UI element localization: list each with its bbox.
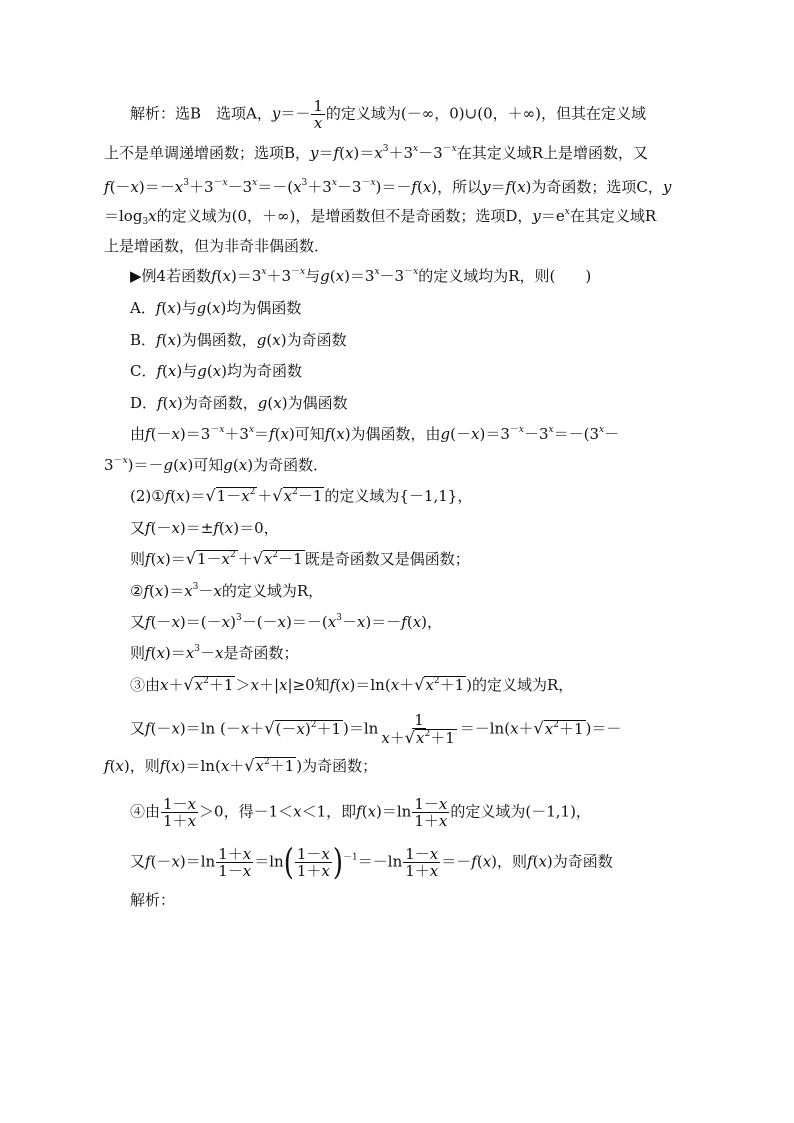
example-heading: ▶例4若函数$f(x)=3^x+3^{-x}$与$g(x)=3^x-3^{-x}$的定义域均为R，则( ) [130, 267, 592, 285]
option-b: B．f(x)为偶函数，g(x)为奇函数 [130, 331, 347, 349]
text-line: 则$f(x)=√1-x^2 +√x^2-1$ 既是奇函数又是偶函数； [130, 549, 470, 568]
text-line: 解析：选B 选项A，y＝－ $\frac{1}{x}$ 的定义域为(－∞，0)∪(0，＋∞)，但其在定义域 [130, 97, 646, 132]
text-line: 又f(－x)＝±f(x)＝0， [130, 519, 279, 537]
text-line: $②f(x)=x^3-x$的定义域为R， [130, 582, 324, 600]
answer-label: 解析： [130, 891, 176, 909]
option-a: A．f(x)与g(x)均为偶函数 [130, 299, 302, 317]
text-line: ③由$x+√x^2+1 >x+|x|\ge 0$知$f(x)=\ln(x+√x^2+1$ )的定义域为R， [130, 675, 574, 694]
text-line: 又$f(-x)=(-x)^3-(-x)=-(x^3-x)=-f(x)$， [130, 613, 443, 631]
text-line: 又f(－x)＝ln ($-x+√(-x)^2+1$ )＝ln $\frac{1}{x+√x^2+1}$ $=-\ln(x+√x^2+1$ )＝－ [130, 711, 622, 747]
text-line: 由$f(-x)=3^{-x}+3^x=f(x)$可知f(x)为偶函数，由$g(-x)=3^{-x}-3^x=-(3^x-$ [130, 425, 620, 443]
option-c: C．f(x)与g(x)均为奇函数 [130, 362, 303, 380]
text-line: ④由 $\frac{1-x}{1+x}$ ＞0，得－1＜x＜1，即f(x)＝ln $\frac{1-x}{1+x}$ 的定义域为(－1,1)， [130, 795, 591, 830]
text-line: 又f(－x)＝ln $\frac{1+x}{1-x}$ ＝ln( $\frac{1-x}{1+x}$ )$^{-1}$＝－ln $\frac{1-x}{1+x}$ ＝－f(x)，则f(x)为奇函数 [130, 842, 613, 883]
option-d: D．f(x)为奇函数，g(x)为偶函数 [130, 394, 348, 412]
triangle-marker-icon: ▶ [130, 267, 142, 285]
text-line: 则$f(x)=x^3-x$是奇函数； [130, 644, 299, 662]
text-line: 上是增函数，但为非奇非偶函数． [104, 237, 330, 255]
text-line: f(x)，则$f(x)=\ln(x+√x^2+1$ )为奇函数； [104, 756, 378, 775]
text-line: $=\log_3x$的定义域为(0，＋∞)，是增函数但不是奇函数；选项D，$y=e^x$在其定义域R [104, 207, 657, 227]
text-line: $(2)①f(x)=√1-x^2 +√x^2-1$ 的定义域为{－1,1}， [130, 486, 473, 505]
text-line: $3^{-x})=-g(x)$可知g(x)为奇函数． [104, 456, 329, 474]
text-line: $f(-x)=-x^3+3^{-x}-3^x=-(x^3+3^x-3^{-x})=-f(x)$，所以y＝f(x)为奇函数；选项C，y [104, 178, 672, 196]
text-line: 上不是单调递增函数；选项B，$y=f(x)=x^3+3^x-3^{-x}$在其定义域R上是增函数，又 [104, 144, 649, 162]
